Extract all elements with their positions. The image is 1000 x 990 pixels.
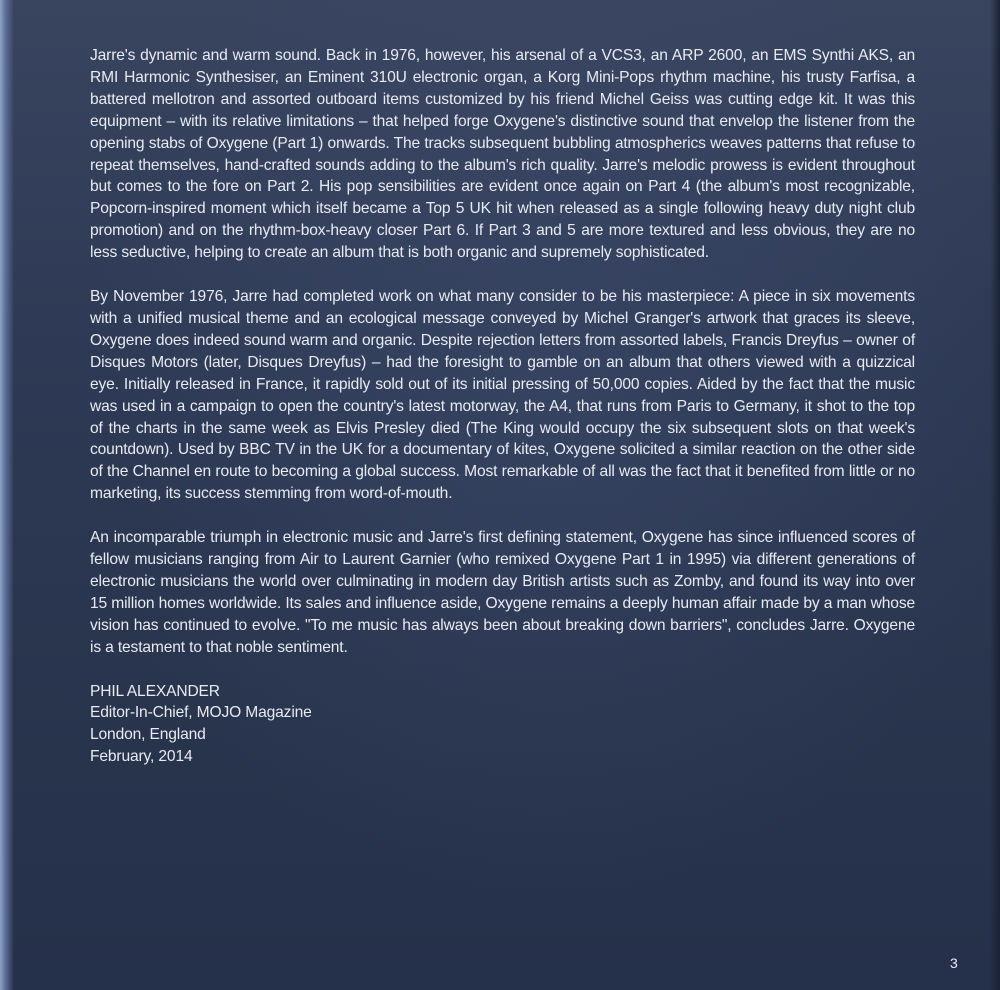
page-right-shadow [990, 0, 1000, 990]
article-body [90, 45, 915, 768]
author-location: London, England [90, 726, 206, 744]
page-spine-edge [0, 0, 14, 990]
page-number: 3 [950, 955, 958, 971]
author-signature [90, 681, 915, 769]
paragraph-1: Jarre's dynamic and warm sound. Back in 1976, however, his arsenal of a VCS3, an ARP 2600, an EMS Synthi AKS, an RMI Harmonic Synthesiser, an Eminent 310U electronic organ, a Korg Mini-Pops rhythm machine, his trusty Farfisa, a battered mellotron and assorted outboard items customized by his friend Michel Geiss was cutting edge kit. It was this equipment – with its relative limitations – that helped forge Oxygene's distinctive sound that envelop the listener from the opening stabs of Oxygene (Part 1) onwards. The tracks subsequent bubbling atmospherics weaves patterns that refuse to repeat themselves, hand-crafted sounds adding to the album's rich quality. Jarre's melodic prowess is evident throughout but comes to the fore on Part 2. His pop sensibilities are evident once again on Part 4 (the album's most recognizable, Popcorn-inspired moment which itself became a Top 5 UK hit when released as a single following heavy duty night club promotion) and on the rhythm-box-heavy closer Part 6. If Part 3 and 5 are more textured and less obvious, they are no less seductive, helping to create an album that is both organic and supremely sophisticated. [90, 47, 915, 262]
author-title: Editor-In-Chief, MOJO Magazine [90, 704, 312, 722]
paragraph-3: An incomparable triumph in electronic music and Jarre's first defining statement, Oxygene has since influenced scores of fellow musicians ranging from Air to Laurent Garnier (who remixed Oxygene Part 1 in 1995) via different generations of electronic musicians the world over culminating in modern day British artists such as Zomby, and found its way into over 15 million homes worldwide. Its sales and influence aside, Oxygene remains a deeply human affair made by a man whose vision has continued to evolve. "To me music has always been about breaking down barriers", concludes Jarre. Oxygene is a testament to that noble sentiment. [90, 529, 915, 656]
author-name: PHIL ALEXANDER [90, 682, 220, 700]
author-date: February, 2014 [90, 748, 193, 766]
paragraph-2: By November 1976, Jarre had completed work on what many consider to be his masterpiece: A piece in six movements with a unified musical theme and an ecological message conveyed by Michel Granger's artwork that graces its sleeve, Oxygene does indeed sound warm and organic. Despite rejection letters from assorted labels, Francis Dreyfus – owner of Disques Motors (later, Disques Dreyfus) – had the foresight to gamble on an album that others viewed with a quizzical eye. Initially released in France, it rapidly sold out of its initial pressing of 50,000 copies. Aided by the fact that the music was used in a campaign to open the country's latest motorway, the A4, that runs from Paris to Germany, it shot to the top of the charts in the same week as Elvis Presley died (The King would occupy the six subsequent slots on that week's countdown). Used by BBC TV in the UK for a documentary of kites, Oxygene solicited a similar reaction on the other side of the Channel en route to becoming a global success. Most remarkable of all was the fact that it benefited from little or no marketing, its success stemming from word-of-mouth. [90, 288, 915, 503]
